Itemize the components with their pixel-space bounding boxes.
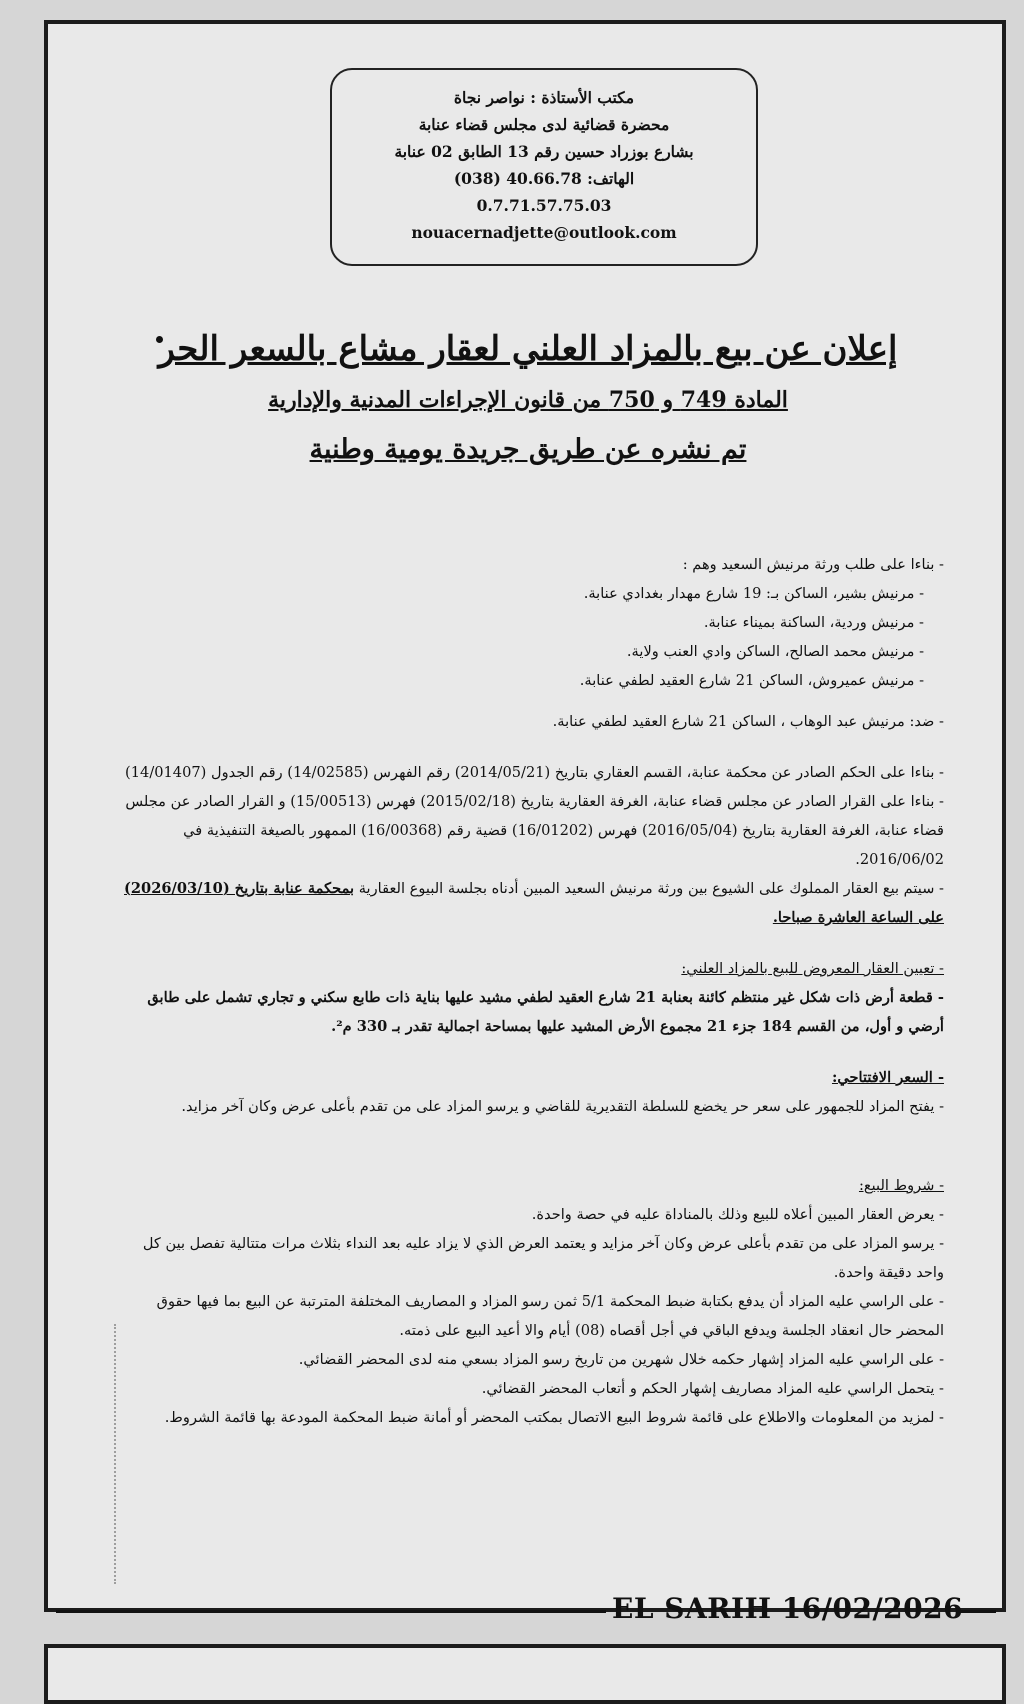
property-heading: - تعيين العقار المعروض للبيع بالمزاد العلني: (681, 960, 944, 977)
footer-rule-right (960, 1610, 996, 1613)
office-name: مكتب الأستاذة : نواصر نجاة (453, 88, 635, 107)
judgment-first: - بناءا على الحكم الصادر عن محكمة عنابة، القسم العقاري بتاريخ (2014/05/21) رقم الفهرس (14/02585) رقم الجدول (14/01407) (125, 764, 944, 781)
notice-titles (108, 320, 948, 478)
footer-rule-left (56, 1610, 606, 1613)
conditions-heading: - شروط البيع: (858, 1177, 944, 1194)
bailiff-office-box (330, 68, 758, 266)
notice-body (116, 550, 944, 1432)
condition-item: - لمزيد من المعلومات والاطلاع على قائمة شروط البيع الاتصال بمكتب المحضر أو أمانة ضبط المحكمة المودعة بها قائمة الشروط. (164, 1409, 944, 1426)
condition-item: - على الراسي عليه المزاد إشهار حكمه خلال شهرين من تاريخ رسو المزاد بسعي منه لدى المحضر القضائي. (298, 1351, 944, 1368)
heir-item: - مرنيش محمد الصالح، الساكن وادي العنب ولاية. (626, 643, 924, 660)
judgment-appeal: - بناءا على القرار الصادر عن مجلس قضاء عنابة، الغرفة العقارية بتاريخ (2015/02/18) فهرس (15/00513) و القرار الصادر عن مجلس قضاء عنابة، الغرفة العقارية بتاريخ (2016/05/04) فهرس (16/01202) قضية رقم (16/00368) الممهور بالصيغة التنفيذية في 2016/06/02. (125, 793, 944, 868)
sale-session (116, 874, 944, 932)
heir-item: - مرنيش بشير، الساكن بـ: 19 شارع مهدار بغدادي عنابة. (583, 585, 924, 602)
publication-footer (56, 1590, 996, 1632)
price-heading: - السعر الافتتاحي: (831, 1069, 944, 1086)
condition-item: - يتحمل الراسي عليه المزاد مصاريف إشهار الحكم و أتعاب المحضر القضائي. (481, 1380, 944, 1397)
notice-title: إعلان عن بيع بالمزاد العلني لعقار مشاع بالسعر الحر (158, 329, 898, 369)
parties-intro: - بناءا على طلب ورثة مرنيش السعيد وهم : (682, 556, 944, 573)
sale-session-date: بمحكمة عنابة بتاريخ (2026/03/10) على الساعة العاشرة صباحا. (124, 880, 944, 926)
against-party: - ضد: مرنيش عبد الوهاب ، الساكن 21 شارع العقيد لطفي عنابة. (552, 713, 944, 730)
office-role: محضرة قضائية لدى مجلس قضاء عنابة (418, 115, 670, 134)
office-email: nouacernadjette@outlook.com (411, 223, 677, 242)
office-phone: الهاتف: 40.66.78 (038) (453, 169, 635, 188)
condition-item: - على الراسي عليه المزاد أن يدفع بكتابة ضبط المحكمة 5/1 ثمن رسو المزاد و المصاريف المختلفة المترتبة عن البيع بما فيها حقوق المحضر حال انعقاد الجلسة ويدفع الباقي في أجل أقصاه (08) أيام والا أعيد البيع على ذمته. (156, 1293, 944, 1339)
office-mobile: 0.7.71.57.75.03 (476, 196, 612, 215)
price-text: - يفتح المزاد للجمهور على سعر حر يخضع للسلطة التقديرية للقاضي و يرسو المزاد على من تقدم بأعلى عرض وكان آخر مزايد. (181, 1098, 944, 1115)
sale-session-text: - سيتم بيع العقار المملوك على الشيوع بين ورثة مرنيش السعيد المبين أدناه بجلسة البيوع العقارية (354, 880, 944, 897)
office-address: بشارع بوزراد حسين رقم 13 الطابق 02 عنابة (394, 142, 694, 161)
next-notice-border (44, 1644, 1006, 1704)
condition-item: - يعرض العقار المبين أعلاه للبيع وذلك بالمناداة عليه في حصة واحدة. (531, 1206, 944, 1223)
legal-notice (44, 20, 1006, 1612)
publication-tag: EL SARIH 16/02/2026 (612, 1592, 964, 1625)
notice-legal-articles: المادة 749 و 750 من قانون الإجراءات المدنية والإدارية (268, 387, 788, 413)
property-description: - قطعة أرض ذات شكل غير منتظم كائنة بعنابة 21 شارع العقيد لطفي مشيد عليها بناية ذات طابع سكني و تجاري تشمل على طابق أرضي و أول، من القسم 184 جزء 21 مجموع الأرض المشيد عليها بمساحة اجمالية تقدر بـ 330 م². (147, 989, 944, 1035)
condition-item: - يرسو المزاد على من تقدم بأعلى عرض وكان آخر مزايد و يعتمد العرض الذي لا يزاد عليه بعد النداء بثلاث مرات متتالية تفصل بين كل واحد دقيقة واحدة. (142, 1235, 944, 1281)
notice-publication-note: تم نشره عن طريق جريدة يومية وطنية (309, 434, 747, 465)
heir-item: - مرنيش عميروش، الساكن 21 شارع العقيد لطفي عنابة. (579, 672, 924, 689)
heir-item: - مرنيش وردية، الساكنة بميناء عنابة. (703, 614, 924, 631)
